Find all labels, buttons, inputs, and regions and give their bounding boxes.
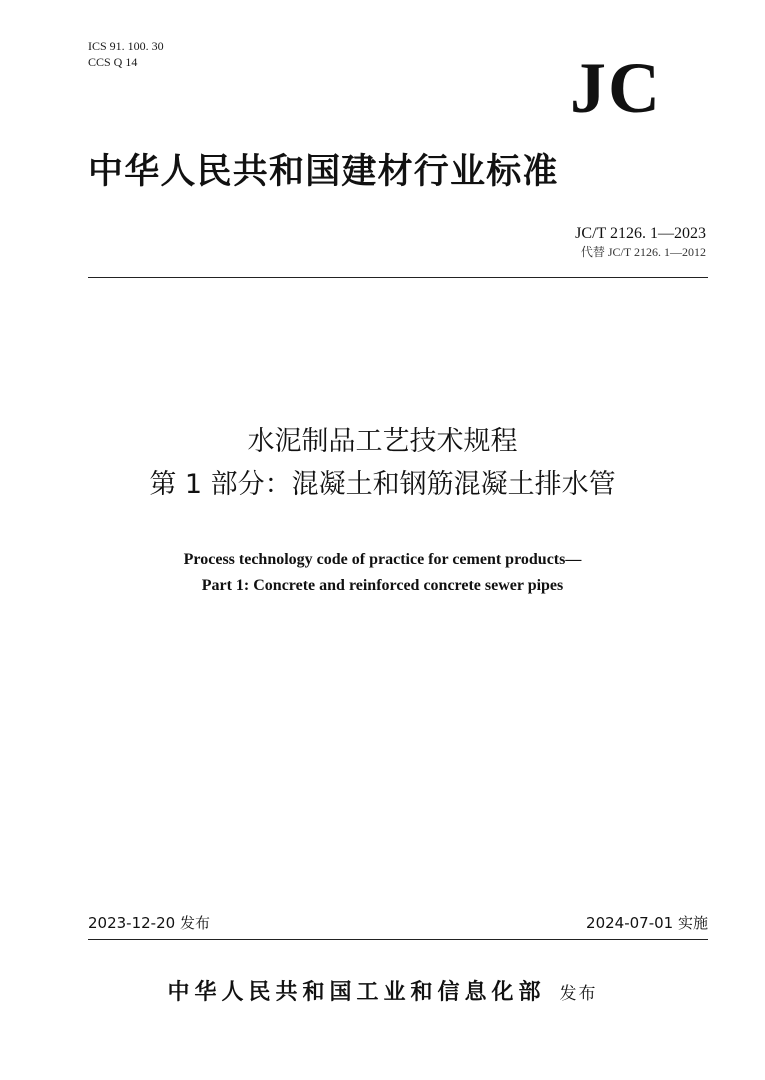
issuer-action: 发布 [559,984,598,1004]
issuer-organization: 中华人民共和国工业和信息化部 [167,979,546,1005]
classification-codes [88,38,164,70]
ccs-code: CCS Q 14 [88,55,138,69]
ics-code: ICS 91. 100. 30 [88,39,164,53]
footer-divider [88,939,708,940]
english-title-line-1: Process technology code of practice for cement products— [183,551,582,568]
jc-logo: JC [570,48,662,128]
header-divider [88,277,708,278]
issue-date: 2023-12-20 发布 [88,914,210,932]
replaced-standard: 代替 JC/T 2126. 1—2012 [580,245,706,259]
english-title [0,547,765,599]
chinese-title [0,420,765,506]
chinese-title-line-2: 第 1 部分：混凝土和钢筋混凝土排水管 [149,469,616,500]
standard-number: JC/T 2126. 1—2023 [575,225,706,242]
issuing-authority [0,975,765,1006]
chinese-title-line-1: 水泥制品工艺技术规程 [247,426,518,457]
implementation-date: 2024-07-01 实施 [586,914,708,932]
standard-number-block [575,224,706,260]
english-title-line-2: Part 1: Concrete and reinforced concrete sewer pipes [201,577,564,594]
standard-category-title: 中华人民共和国建材行业标准 [88,151,559,192]
